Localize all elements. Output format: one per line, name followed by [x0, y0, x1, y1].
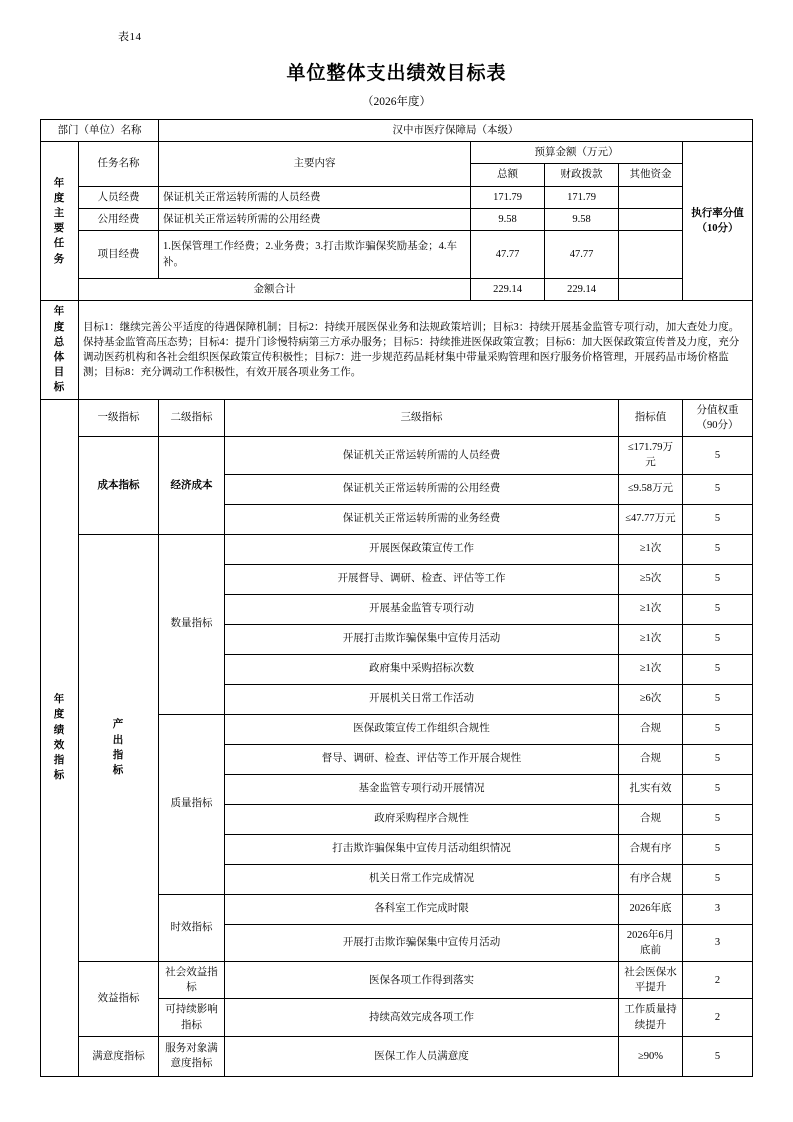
budget-row-name: 人员经费	[79, 186, 159, 208]
level3-cell: 开展医保政策宣传工作	[225, 534, 619, 564]
indicator-value: ≥6次	[619, 684, 683, 714]
budget-row-content: 1.医保管理工作经费；2.业务费；3.打击欺诈骗保奖励基金；4.车补。	[159, 231, 471, 279]
budget-row-content: 保证机关正常运转所需的人员经费	[159, 186, 471, 208]
indicator-weight: 3	[683, 894, 753, 924]
indicator-weight: 5	[683, 834, 753, 864]
level2-cell: 时效指标	[159, 894, 225, 961]
level3-cell: 开展基金监管专项行动	[225, 594, 619, 624]
budget-row-total: 171.79	[471, 186, 545, 208]
performance-goal-table	[40, 119, 753, 1077]
indicator-value: 2026年6月底前	[619, 924, 683, 961]
level3-cell: 开展机关日常工作活动	[225, 684, 619, 714]
page-title: 单位整体支出绩效目标表	[286, 63, 507, 84]
perf-row	[41, 437, 753, 474]
indicator-weight: 5	[683, 714, 753, 744]
indicator-value: 合规	[619, 714, 683, 744]
perf-header-row	[41, 399, 753, 436]
level3-cell: 医保各项工作得到落实	[225, 961, 619, 998]
level2-cell: 可持续影响指标	[159, 999, 225, 1036]
indicator-value: ≥90%	[619, 1036, 683, 1076]
level3-cell: 开展打击欺诈骗保集中宣传月活动	[225, 624, 619, 654]
indicator-weight: 5	[683, 654, 753, 684]
indicator-weight: 5	[683, 624, 753, 654]
level3-cell: 各科室工作完成时限	[225, 894, 619, 924]
total-header: 总额	[471, 164, 545, 186]
form-number: 表14	[118, 31, 142, 43]
indicator-value: ≥1次	[619, 624, 683, 654]
level1-cell: 效益指标	[79, 961, 159, 1036]
indicator-weight: 3	[683, 924, 753, 961]
level2-cell: 服务对象满意度指标	[159, 1036, 225, 1076]
budget-row-fiscal: 171.79	[545, 186, 619, 208]
indicator-value: 扎实有效	[619, 774, 683, 804]
task-name-header: 任务名称	[79, 142, 159, 186]
indicator-weight: 5	[683, 534, 753, 564]
level1-cell: 满意度指标	[79, 1036, 159, 1076]
indicator-value: ≥1次	[619, 594, 683, 624]
perf-section-label: 年 度 绩 效 指 标	[41, 399, 79, 1076]
weight-header-note: （90分）	[696, 419, 739, 431]
budget-row-fiscal: 47.77	[545, 231, 619, 279]
budget-row-content: 保证机关正常运转所需的公用经费	[159, 208, 471, 230]
indicator-weight: 5	[683, 804, 753, 834]
year-goal-text: 目标1：继续完善公平适度的待遇保障机制；目标2：持续开展医保业务和法规政策培训；目标3：持续开展基金监管专项行动，加大查处力度。保持基金监管高压态势；目标4：提升门诊慢特病第三方承办服务；目标5：持续推进医保政策宣教；目标6：加大医保政策宣传普及力度，充分调动医药机构和各社会组织医保政策宣传积极性；目标7：进一步规范药品耗材集中带量采购管理和医疗服务价格管理，开展药品市场价格监测；目标8：充分调动工作积极性，有效开展各项业务工作。	[79, 301, 753, 399]
indicator-value: 合规	[619, 744, 683, 774]
level3-cell: 开展打击欺诈骗保集中宣传月活动	[225, 924, 619, 961]
level1-cell: 成本指标	[79, 437, 159, 534]
level2-cell: 社会效益指标	[159, 961, 225, 998]
indicator-value: ≤47.77万元	[619, 504, 683, 534]
budget-total-total: 229.14	[471, 279, 545, 301]
budget-header-row-1	[41, 142, 753, 164]
indicator-value: 社会医保水平提升	[619, 961, 683, 998]
dept-label: 部门（单位）名称	[41, 120, 159, 142]
budget-row-name: 公用经费	[79, 208, 159, 230]
indicator-value: ≥5次	[619, 564, 683, 594]
budget-row	[41, 186, 753, 208]
perf-row	[41, 1036, 753, 1076]
value-header: 指标值	[619, 399, 683, 436]
perf-row	[41, 961, 753, 998]
indicator-value: 工作质量持续提升	[619, 999, 683, 1036]
budget-amount-header: 预算金额（万元）	[471, 142, 683, 164]
level3-cell: 机关日常工作完成情况	[225, 864, 619, 894]
page-subtitle: （2026年度）	[362, 96, 431, 108]
budget-total-row	[41, 279, 753, 301]
indicator-weight: 5	[683, 437, 753, 474]
level1-header: 一级指标	[79, 399, 159, 436]
level2-cell: 质量指标	[159, 714, 225, 894]
year-main-task-label: 年 度 主 要 任 务	[41, 142, 79, 301]
indicator-value: ≤171.79万元	[619, 437, 683, 474]
budget-total-fiscal: 229.14	[545, 279, 619, 301]
level3-cell: 政府集中采购招标次数	[225, 654, 619, 684]
year-goal-row	[41, 301, 753, 399]
execution-rate-score-note: （10分）	[696, 223, 739, 235]
fiscal-header: 财政拨款	[545, 164, 619, 186]
level3-cell: 保证机关正常运转所需的人员经费	[225, 437, 619, 474]
indicator-value: ≥1次	[619, 654, 683, 684]
budget-total-other	[619, 279, 683, 301]
level3-cell: 持续高效完成各项工作	[225, 999, 619, 1036]
budget-row-other	[619, 208, 683, 230]
weight-header	[683, 399, 753, 436]
level2-header: 二级指标	[159, 399, 225, 436]
budget-row	[41, 231, 753, 279]
indicator-value: 合规有序	[619, 834, 683, 864]
dept-row	[41, 120, 753, 142]
year-goal-label: 年 度 总 体 目 标	[41, 301, 79, 399]
level3-cell: 医保工作人员满意度	[225, 1036, 619, 1076]
execution-rate-score-label: 执行率分值	[691, 208, 744, 220]
main-content-header: 主要内容	[159, 142, 471, 186]
level2-cell: 经济成本	[159, 437, 225, 534]
indicator-weight: 5	[683, 504, 753, 534]
level3-cell: 保证机关正常运转所需的业务经费	[225, 504, 619, 534]
budget-total-label: 金额合计	[79, 279, 471, 301]
perf-row	[41, 534, 753, 564]
indicator-value: 合规	[619, 804, 683, 834]
level3-cell: 基金监管专项行动开展情况	[225, 774, 619, 804]
indicator-weight: 5	[683, 864, 753, 894]
indicator-value: 2026年底	[619, 894, 683, 924]
execution-rate-score	[683, 142, 753, 301]
dept-value: 汉中市医疗保障局（本级）	[159, 120, 753, 142]
budget-row-name: 项目经费	[79, 231, 159, 279]
indicator-weight: 2	[683, 961, 753, 998]
budget-row-total: 47.77	[471, 231, 545, 279]
indicator-weight: 5	[683, 564, 753, 594]
indicator-value: ≤9.58万元	[619, 474, 683, 504]
level3-cell: 开展督导、调研、检查、评估等工作	[225, 564, 619, 594]
level3-cell: 督导、调研、检查、评估等工作开展合规性	[225, 744, 619, 774]
indicator-weight: 5	[683, 1036, 753, 1076]
level3-cell: 医保政策宣传工作组织合规性	[225, 714, 619, 744]
budget-row-fiscal: 9.58	[545, 208, 619, 230]
level3-cell: 保证机关正常运转所需的公用经费	[225, 474, 619, 504]
indicator-weight: 5	[683, 744, 753, 774]
level3-cell: 政府采购程序合规性	[225, 804, 619, 834]
indicator-weight: 2	[683, 999, 753, 1036]
level3-cell: 打击欺诈骗保集中宣传月活动组织情况	[225, 834, 619, 864]
level2-cell: 数量指标	[159, 534, 225, 714]
indicator-weight: 5	[683, 774, 753, 804]
budget-row	[41, 208, 753, 230]
indicator-weight: 5	[683, 684, 753, 714]
budget-row-other	[619, 231, 683, 279]
other-header: 其他资金	[619, 164, 683, 186]
budget-row-other	[619, 186, 683, 208]
indicator-value: 有序合规	[619, 864, 683, 894]
weight-header-label: 分值权重	[696, 404, 739, 416]
level1-cell-output: 产 出 指 标	[79, 534, 159, 961]
budget-row-total: 9.58	[471, 208, 545, 230]
indicator-weight: 5	[683, 594, 753, 624]
level3-header: 三级指标	[225, 399, 619, 436]
indicator-value: ≥1次	[619, 534, 683, 564]
indicator-weight: 5	[683, 474, 753, 504]
